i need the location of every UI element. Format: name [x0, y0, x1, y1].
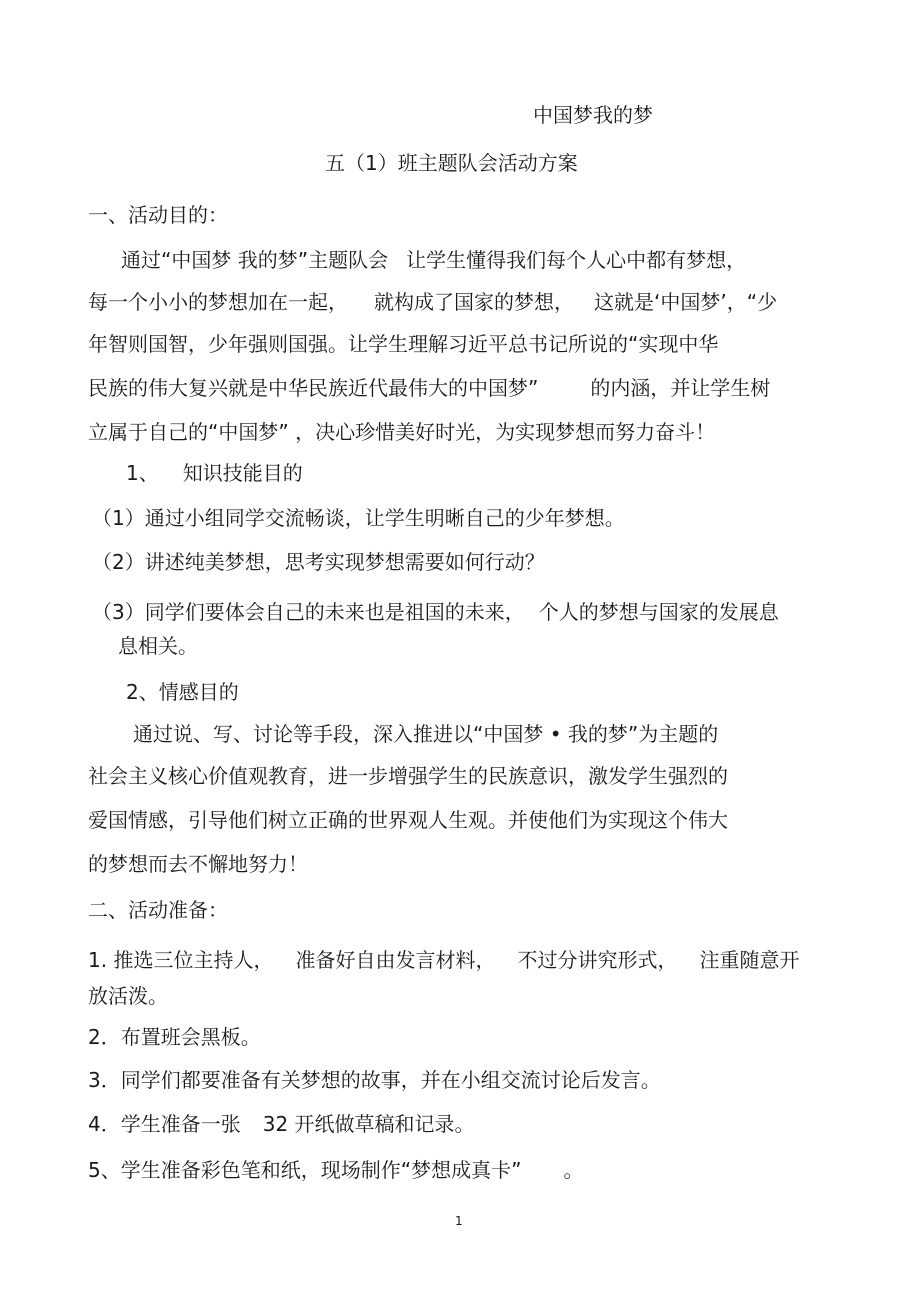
section2-item3: 3．同学们都要准备有关梦想的故事，并在小组交流讨论后发言。 — [88, 1068, 661, 1092]
section2-item1-line2: 放活泼。 — [88, 984, 168, 1008]
section2-item1-part-c: 不过分讲究形式， — [517, 948, 678, 972]
document-subtitle: 五（1）班主题队会活动方案 — [325, 151, 578, 175]
sub1-heading — [126, 461, 303, 485]
section2-item1-part-a: 1. 推选三位主持人， — [88, 948, 274, 972]
section2-item4 — [88, 1112, 475, 1136]
intro-line4-part-a: 民族的伟大复兴就是中华民族近代最伟大的中国梦” — [88, 376, 539, 400]
sub2-line2: 社会主义核心价值观教育，进一步增强学生的民族意识，激发学生强烈的 — [88, 764, 728, 788]
section1-intro-line5: 立属于自己的“中国梦” ，决心珍惜美好时光，为实现梦想而努力奋斗！ — [88, 420, 716, 444]
section2-item4-part-a: 4．学生准备一张 — [88, 1112, 241, 1136]
page-number: 1 — [455, 1214, 463, 1228]
intro-line4-part-b: 的内涵，并让学生树 — [590, 376, 771, 400]
section1-intro-line3: 年智则国智，少年强则国强。让学生理解习近平总书记所说的“实现中华 — [88, 332, 719, 356]
sub1-heading-number: 1、 — [126, 461, 159, 485]
intro-line1-part-b: 让学生懂得我们每个人心中都有梦想， — [406, 248, 747, 272]
sub1-heading-text: 知识技能目的 — [182, 461, 303, 485]
section1-intro-line1 — [121, 248, 746, 272]
section1-intro-line2 — [88, 290, 777, 314]
sub2-line1: 通过说、写、讨论等手段，深入推进以“中国梦 • 我的梦”为主题的 — [133, 722, 719, 746]
section2-item2: 2．布置班会黑板。 — [88, 1025, 261, 1049]
sub2-line3: 爱国情感，引导他们树立正确的世界观人生观。并使他们为实现这个伟大 — [88, 808, 728, 832]
sub1-item3-part-b: 个人的梦想与国家的发展息 — [538, 600, 779, 624]
section2-item5-part-b: 。 — [563, 1158, 584, 1182]
document-title: 中国梦我的梦 — [533, 103, 653, 127]
section1-heading: 一、活动目的： — [88, 203, 228, 227]
section1-intro-line4 — [88, 376, 770, 400]
intro-line2-part-b: 就构成了国家的梦想， — [374, 290, 574, 314]
section2-item1-part-b: 准备好自由发言材料， — [295, 948, 496, 972]
section2-item1-line1 — [88, 948, 799, 972]
intro-line1-part-a: 通过“中国梦 我的梦”主题队会 — [121, 248, 389, 272]
sub2-heading: 2、情感目的 — [126, 680, 239, 704]
sub1-item2: （2）讲述纯美梦想，思考实现梦想需要如何行动？ — [92, 550, 545, 574]
section2-item5 — [88, 1158, 583, 1182]
intro-line2-part-a: 每一个小小的梦想加在一起， — [88, 290, 348, 314]
section2-item4-part-b: 32 开纸做草稿和记录。 — [262, 1112, 475, 1136]
sub1-item3-line1 — [92, 600, 779, 624]
sub1-item1: （1）通过小组同学交流畅谈，让学生明晰自己的少年梦想。 — [92, 506, 625, 530]
intro-line2-part-c: 这就是‘中国梦’，“少 — [594, 290, 778, 314]
sub2-line4: 的梦想而去不懈地努力！ — [88, 852, 308, 876]
section2-item5-part-a: 5、学生准备彩色笔和纸，现场制作“梦想成真卡” — [88, 1158, 522, 1182]
section2-item1-part-d: 注重随意开 — [699, 948, 800, 972]
sub1-item3-part-a: （3）同学们要体会自己的未来也是祖国的未来， — [92, 600, 525, 624]
sub1-item3-line2: 息相关。 — [118, 634, 198, 658]
section2-heading: 二、活动准备： — [88, 898, 228, 922]
